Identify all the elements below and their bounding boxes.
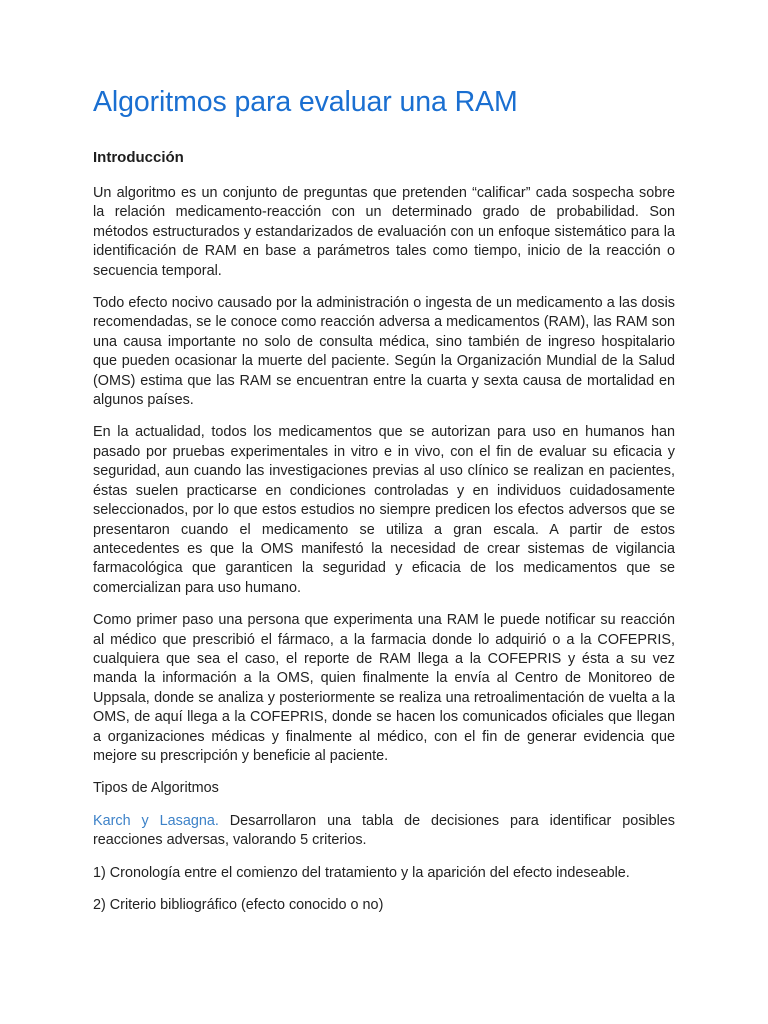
document-title: Algoritmos para evaluar una RAM bbox=[93, 86, 518, 118]
criterion-1: 1) Cronología entre el comienzo del tratamiento y la aparición del efecto indeseable. bbox=[93, 864, 630, 881]
types-heading: Tipos de Algoritmos bbox=[93, 780, 219, 797]
karch-lasagna-link[interactable]: Karch y Lasagna. bbox=[93, 812, 219, 829]
document-page bbox=[93, 82, 675, 928]
criterion-2: 2) Criterio bibliográfico (efecto conocido o no) bbox=[93, 897, 384, 913]
intro-heading: Introducción bbox=[93, 149, 184, 166]
paragraph-2: Todo efecto nocivo causado por la administración o ingesta de un medicamento a las dosis recomendadas, se le conoce como reacción adversa a medicamentos (RAM), las RAM son una causa importante no solo de consulta médica, sino también de ingreso hospitalario que pueden ocasionar la muerte del paciente. Según la Organización Mundial de la Salud (OMS) estima que las RAM se encuentran entre la cuarta y sexta causa de mortalidad en algunos países. bbox=[93, 295, 675, 409]
paragraph-3: En la actualidad, todos los medicamentos que se autorizan para uso en humanos han pasado por pruebas experimentales in vitro e in vivo, con el fin de evaluar su eficacia y seguridad, aun cuando las investigaciones previas al uso clínico se realizan en pacientes, éstas suelen practicarse en condiciones controladas y en individuos cuidadosamente seleccionados, por lo que estos estudios no siempre predicen los efectos adversos que se presentaron cuando el medicamento se utiliza a gran escala. A partir de estos antecedentes es que la OMS manifestó la necesidad de crear sistemas de vigilancia farmacológica que garanticen la seguridad y eficacia de los medicamentos que se comercializan para uso humano. bbox=[93, 424, 675, 596]
paragraph-1: Un algoritmo es un conjunto de preguntas que pretenden “calificar” cada sospecha sobre la relación medicamento-reacción con un determinado grado de probabilidad. Son métodos estructurados y estandarizados de evaluación con un enfoque sistemático para la identificación de RAM en base a parámetros tales como tiempo, inicio de la reacción o secuencia temporal. bbox=[93, 185, 675, 279]
paragraph-4: Como primer paso una persona que experimenta una RAM le puede notificar su reacción al médico que prescribió el fármaco, a la farmacia donde lo adquirió o a la COFEPRIS, cualquiera que sea el caso, el reporte de RAM llega a la COFEPRIS y ésta a su vez manda la información a la OMS, quien finalmente la envía al Centro de Monitoreo de Uppsala, donde se analiza y posteriormente se realiza una retroalimentación de vuelta a la OMS, de aquí llega a la COFEPRIS, donde se hacen los comunicados oficiales que llegan a organizaciones médicas y finalmente al médico, con el fin de generar evidencia que mejore su prescripción y beneficie al paciente. bbox=[93, 612, 675, 764]
karch-lasagna-paragraph bbox=[93, 812, 675, 851]
karch-lasagna-text: Desarrollaron una tabla de decisiones para identificar posibles reacciones adversas, valorando 5 criterios. bbox=[93, 812, 675, 849]
